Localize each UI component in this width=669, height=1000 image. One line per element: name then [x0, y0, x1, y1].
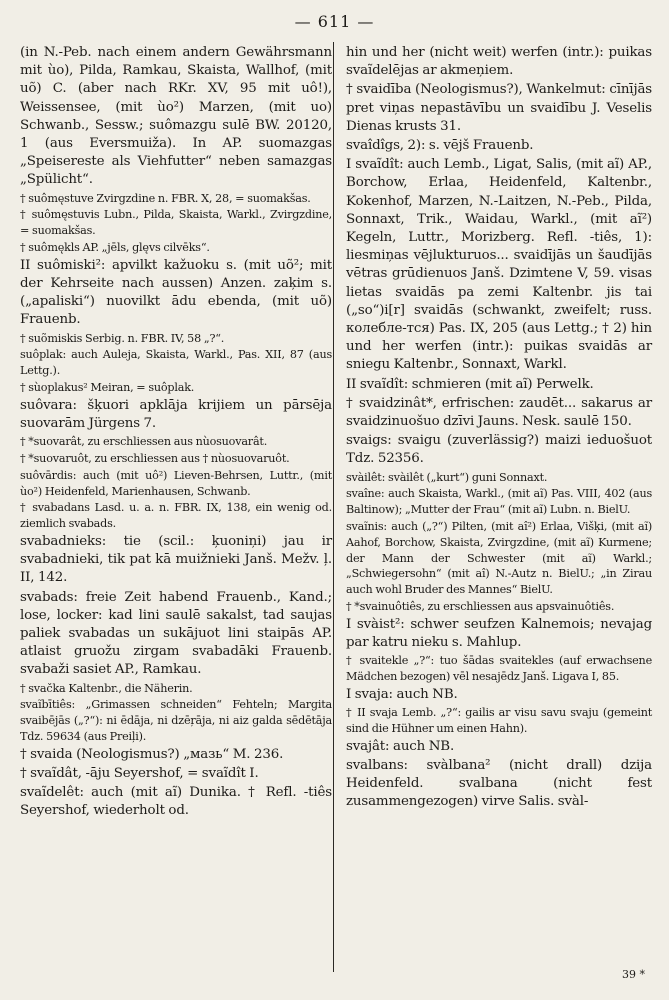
dictionary-entry: svaigs: svaigu (zuverlässig?) maizi ieduošuot Tdz. 52356.	[346, 433, 652, 467]
dictionary-entry: † svaida (Neologismus?) „мазь“ M. 236.	[20, 746, 284, 762]
dictionary-entry: svajât: auch NB.	[346, 738, 455, 754]
dictionary-entry: † svaidzinât*, erfrischen: zaudēt... sakarus ar svaidzinuošuo dzīvi Jauns. Nesk. saulē 150.	[346, 395, 652, 430]
dictionary-entry: svalbans: svàlbana² (nicht drall) dzija Heidenfeld. svalbana (nicht fest zusammengezogen) virve Salis. svàl-	[346, 757, 652, 810]
page-number: — 611 —	[294, 12, 375, 31]
dictionary-entry: suôvara: šķuori apklāja krijiem un pārsēja suovarām Jürgens 7.	[20, 397, 332, 432]
right-column	[346, 44, 652, 812]
dictionary-entry: † suômęstuvis Lubn., Pilda, Skaista, Warkl., Zvirgzdine, = suomakšas.	[20, 208, 332, 238]
signature-mark: 39 *	[622, 968, 645, 981]
dictionary-entry: † svaidība (Neologismus?), Wankelmut: cīnījās pret viņas nepastāvību un svaidību J. Veselis Dienas krusts 31.	[346, 82, 652, 134]
dictionary-entry: † suômękls AP. „jēls, glęvs cilvēks“.	[20, 241, 210, 255]
dictionary-entry: svabadnieks: tie (scil.: ķuoniņi) jau ir svabadnieki, tik pat kā muižnieki Janš. Mežv. ļ. II, 142.	[20, 534, 332, 586]
dictionary-entry: I svaĩdît: auch Lemb., Ligat, Salis, (mit aĩ) AP., Borchow, Erlaa, Heidenfeld, Kaltenbr., Kokenhof, Marzen, N.-Laitzen, N.-Peb., Pilda, Sonnaxt, Trik., Waidau, Warkl., (mit aĩ²) Kegeln, Luttr., Morizberg. Refl. -tiês, 1): liesmiņas vējlukturuos... svaidījās un šaudījās vētras grūdienuos Janš. Dzimtene V, 59. visas lietas svaidās pa zemi Kaltenbr. jis tai („so“)i[r] svaidās (schwankt, zweifelt; russ. колебле-тся) Pas. IX, 205 (aus Lettg.; † 2) hin und her werfen (intr.): puikas svaidās ar sniegu Kaltenbr., Sonnaxt, Warkl.	[346, 157, 652, 373]
dictionary-entry: † svaĩdât, -āju Seyershof, = svaĩdît I.	[20, 766, 259, 782]
dictionary-entry: † suõmiskis Serbig. n. FBR. IV, 58 „?“.	[20, 331, 225, 345]
dictionary-entry: suôplak: auch Auleja, Skaista, Warkl., Pas. XII, 87 (aus Lettg.).	[20, 348, 332, 378]
dictionary-entry: I svàist²: schwer seufzen Kalnemois; nevajag par katru nieku s. Mahlup.	[346, 616, 652, 651]
dictionary-entry: † svaitekle „?“: tuo šādas svaitekles (auf erwachsene Mädchen bezogen) vēl nesajēdz Janš. Ligava I, 85.	[346, 654, 652, 684]
dictionary-entry: svaîdîgs, 2): s. vējš Frauenb.	[346, 138, 534, 154]
column-divider	[333, 42, 334, 972]
dictionary-entry: † *suovaruôt, zu erschliessen aus † nùosuovaruôt.	[20, 452, 290, 466]
dictionary-entry: † *svainuôtiês, zu erschliessen aus apsvainuôtiês.	[346, 600, 615, 614]
dictionary-entry: I svaja: auch NB.	[346, 686, 458, 702]
dictionary-entry: svabads: freie Zeit habend Frauenb., Kand.; lose, locker: kad lini saulē sakalst, tad saujas paliek svabadas un sukājuot lini staipās AP. atlaist gruožu zirgam svabadāki Frauenb. svabaži sasiet AP., Ramkau.	[20, 589, 332, 678]
dictionary-entry: (in N.-Peb. nach einem andern Gewährsmann mit ùo), Pilda, Ramkau, Skaista, Wallhof, (mit uõ) C. (aber nach RKr. XV, 95 mit uô!), Weissensee, (mit ùo²) Marzen, (mit uo) Schwanb., Sessw.; suômazgu sulē BW. 20120, 1 (aus Eversmuiža). In AP. suomazgas „Speisereste als Viehfutter“ neben samazgas „Spülicht“.	[20, 45, 332, 188]
dictionary-entry: svaîne: auch Skaista, Warkl., (mit aĩ) Pas. VIII, 402 (aus Baltinow); „Mutter der Frau“ (mit aĩ) Lubn. n. BielU.	[346, 487, 652, 517]
dictionary-entry: † sùoplakus² Meiran, = suôplak.	[20, 381, 195, 395]
dictionary-entry: † svabadans Lasd. u. a. n. FBR. IX, 138, ein wenig od. ziemlich svabads.	[20, 501, 332, 531]
dictionary-entry: hin und her (nicht weit) werfen (intr.): puikas svaĩdelējas ar akmeņiem.	[346, 45, 652, 79]
dictionary-entry: † *suovarât, zu erschliessen aus nùosuovarât.	[20, 435, 268, 449]
dictionary-entry: svaĩbītiês: „Grimassen schneiden“ Fehteln; Margita svaibējās („?“): ni ēdāja, ni dzēŗāja, ni aiz galda sēdētāja Tdz. 59634 (aus Preiļi).	[20, 698, 332, 744]
left-column	[20, 44, 332, 822]
dictionary-entry: svaĩnis: auch („?“) Pilten, (mit aî²) Erlaa, Višķi, (mit aĩ) Aahof, Borchow, Skaista, Zvirgzdine, (mit aĩ) Kurmene; der Mann der Schwester (mit aĩ) Warkl.; „Schwiegersohn“ (mit aî) N.-Autz n. BielU.; „in Zirau auch wohl Bruder des Mannes“ BielU.	[346, 520, 652, 597]
dictionary-entry: suôvārdis: auch (mit uô²) Lieven-Behrsen, Luttr., (mit ùo²) Heidenfeld, Marienhausen, Schwanb.	[20, 468, 332, 498]
dictionary-entry: † svačka Kaltenbr., die Näherin.	[20, 681, 193, 695]
dictionary-entry: † suômęstuve Zvirgzdine n. FBR. X, 28, = suomakšas.	[20, 191, 311, 205]
dictionary-entry: II suômiski²: apvilkt kažuoku s. (mit uõ²; mit der Kehrseite nach aussen) Anzen. zaķim s. („apaliski“) nuovilkt ādu ebenda, (mit uõ) Frauenb.	[20, 257, 332, 328]
dictionary-entry: svaĩdelêt: auch (mit aĩ) Dunika. † Refl. -tiês Seyershof, wiederholt od.	[20, 785, 332, 819]
dictionary-entry: svàilêt: svàilêt („kurt“) guni Sonnaxt.	[346, 470, 548, 484]
dictionary-entry: II svaĩdît: schmieren (mit aĩ) Perwelk.	[346, 376, 594, 392]
dictionary-entry: † II svaja Lemb. „?“: gailis ar visu savu svaju (gemeint sind die Hühner um einen Hahn).	[346, 706, 652, 735]
